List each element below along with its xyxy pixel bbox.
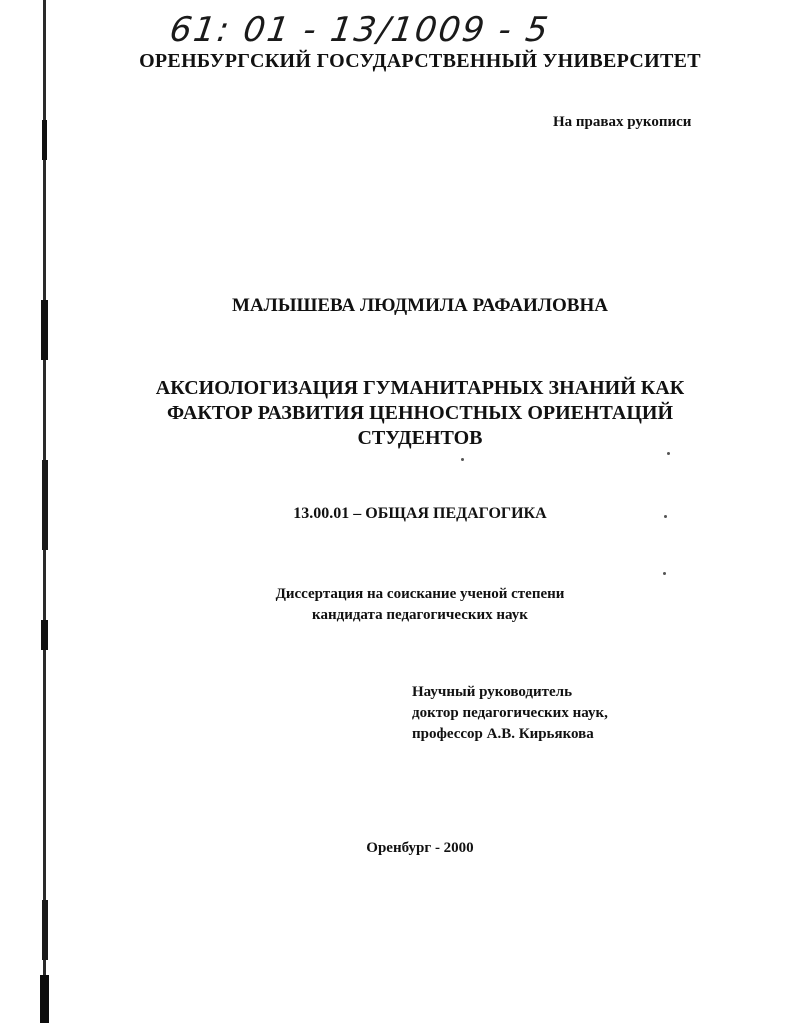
scan-speck <box>664 515 667 518</box>
supervisor-info <box>412 682 608 745</box>
specialty-code: 13.00.01 – ОБЩАЯ ПЕДАГОГИКА <box>293 505 547 522</box>
handwritten-registration-number: 61: 01 - 13/1009 - 5 <box>167 10 553 50</box>
scan-speck <box>663 572 666 575</box>
supervisor-line: Научный руководитель <box>412 684 572 700</box>
scan-speck <box>461 458 464 461</box>
author-name: МАЛЫШЕВА ЛЮДМИЛА РАФАИЛОВНА <box>232 295 608 316</box>
city-year: Оренбург - 2000 <box>366 840 474 856</box>
title-line: ФАКТОР РАЗВИТИЯ ЦЕННОСТНЫХ ОРИЕНТАЦИЙ <box>166 402 674 424</box>
title-line: СТУДЕНТОВ <box>357 427 483 449</box>
degree-statement <box>120 584 720 626</box>
title-line: АКСИОЛОГИЗАЦИЯ ГУМАНИТАРНЫХ ЗНАНИЙ КАК <box>155 377 685 399</box>
manuscript-rights-note: На правах рукописи <box>553 114 692 130</box>
supervisor-line: профессор А.В. Кирьякова <box>412 726 594 742</box>
supervisor-line: доктор педагогических наук, <box>412 705 608 721</box>
scan-edge-artifact <box>40 0 50 1023</box>
degree-line: Диссертация на соискание ученой степени <box>275 586 565 602</box>
university-name: ОРЕНБУРГСКИЙ ГОСУДАРСТВЕННЫЙ УНИВЕРСИТЕТ <box>139 50 701 72</box>
scan-speck <box>667 452 670 455</box>
degree-line: кандидата педагогических наук <box>312 607 528 623</box>
dissertation-title <box>120 376 720 451</box>
